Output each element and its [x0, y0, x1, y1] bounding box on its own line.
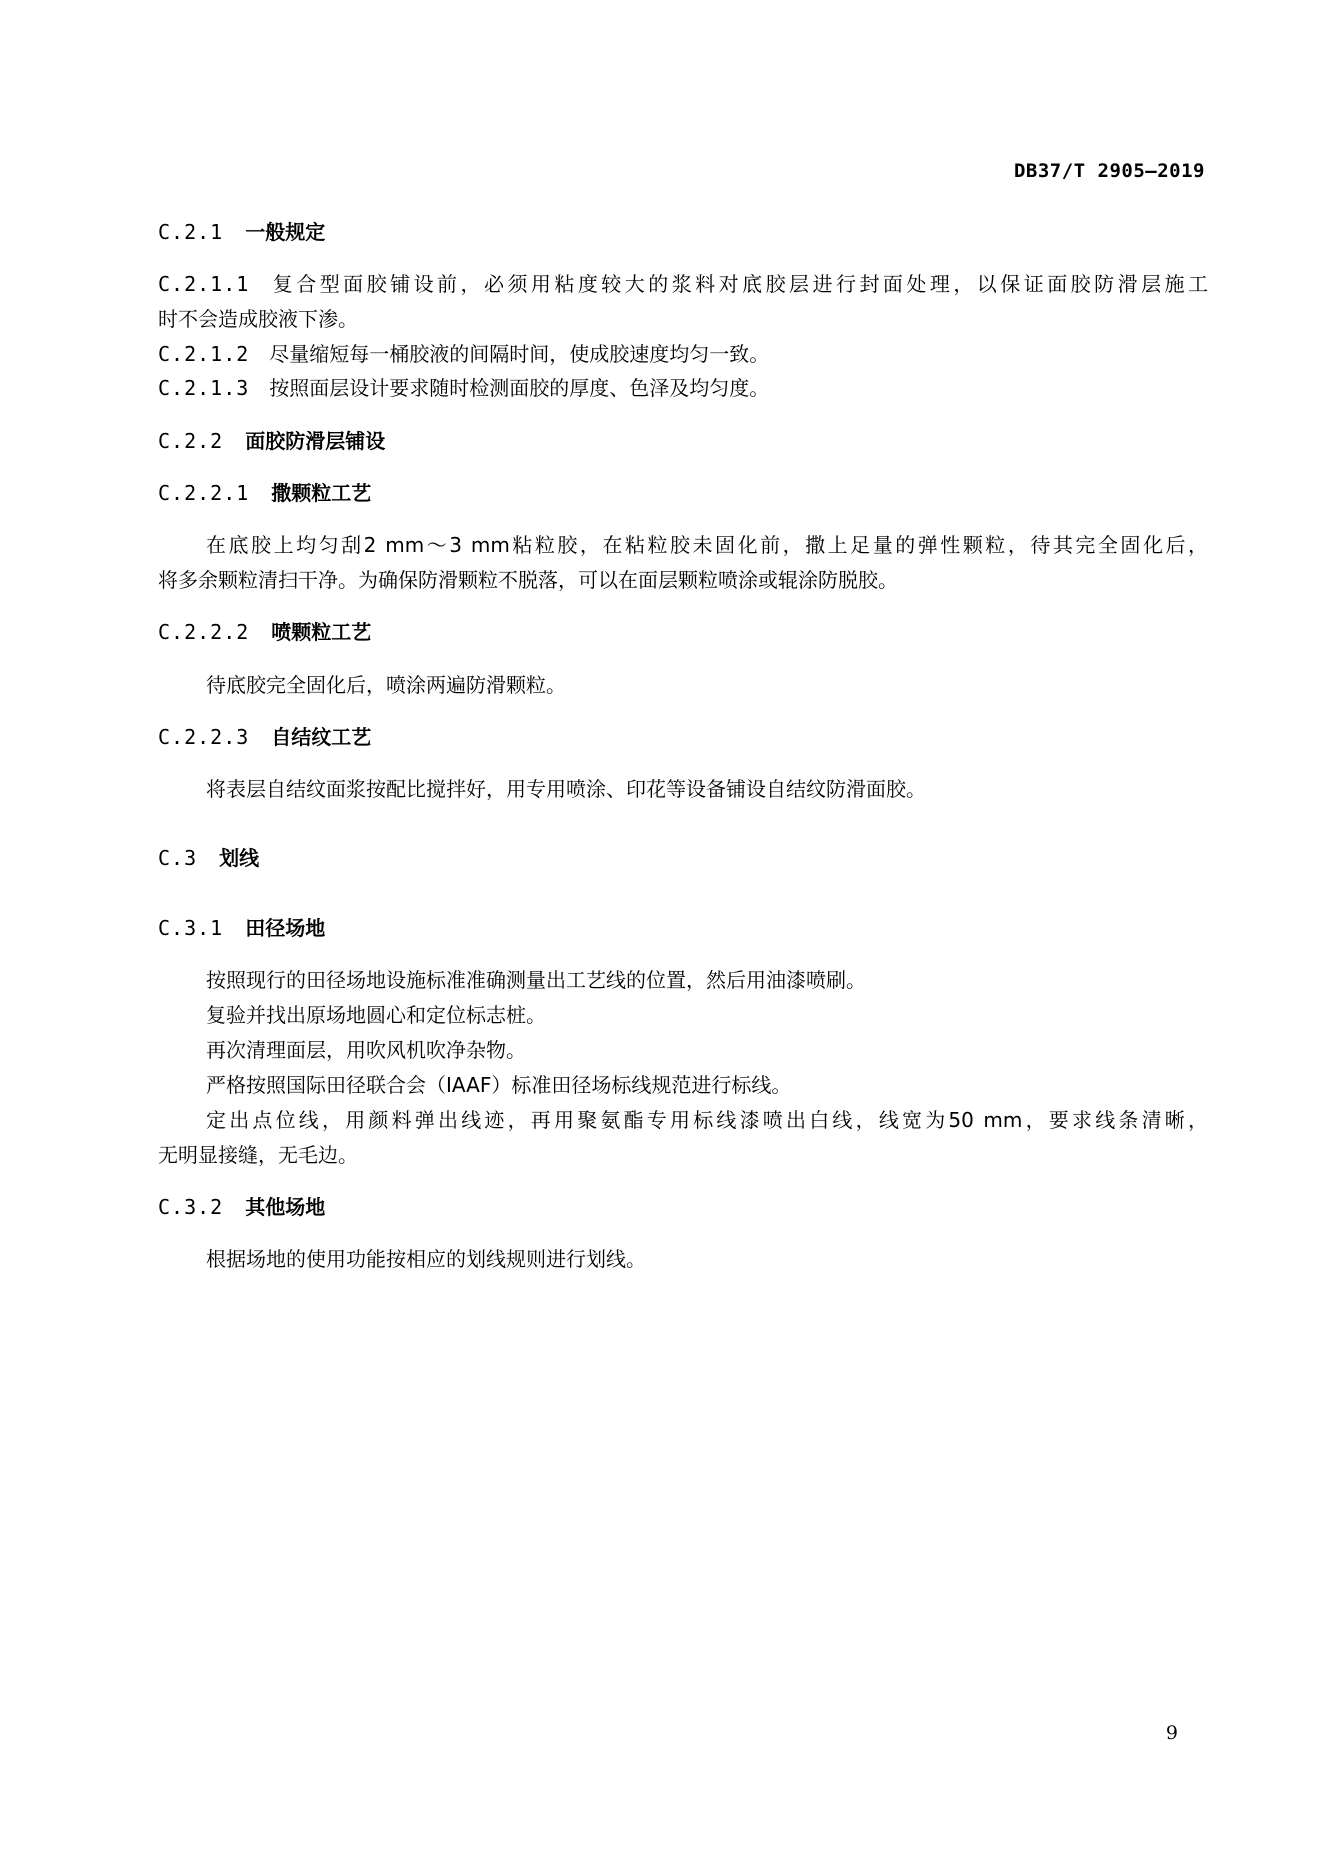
heading-number: C.3.1 — [158, 916, 224, 940]
heading-c32 — [158, 1193, 325, 1221]
heading-title: 喷颗粒工艺 — [271, 620, 372, 644]
paragraph-c2222: 待底胶完全固化后，喷涂两遍防滑颗粒。 — [206, 673, 566, 697]
heading-number: C.2.1 — [158, 220, 224, 244]
heading-number: C.2.2 — [158, 429, 224, 453]
heading-title: 一般规定 — [245, 220, 326, 244]
paragraph-c31-p5-line2: 无明显接缝，无毛边。 — [158, 1143, 358, 1167]
heading-number: C.2.2.1 — [158, 481, 250, 505]
clause-number: C.2.1.2 — [158, 342, 250, 366]
heading-c221 — [158, 218, 325, 246]
clause-c2212 — [158, 340, 769, 368]
clause-text: 按照面层设计要求随时检测面胶的厚度、色泽及均匀度。 — [269, 376, 770, 400]
clause-number: C.2.1.3 — [158, 376, 250, 400]
clause-text: 尽量缩短每一桶胶液的间隔时间，使成胶速度均匀一致。 — [269, 342, 770, 366]
heading-title: 撒颗粒工艺 — [271, 481, 372, 505]
clause-c2213 — [158, 374, 769, 402]
heading-title: 田径场地 — [245, 916, 326, 940]
document-code: DB37/T 2905—2019 — [1013, 160, 1205, 182]
heading-c2223 — [158, 723, 371, 751]
clause-text: 复合型面胶铺设前，必须用粘度较大的浆料对底胶层进行封面处理，以保证面胶防滑层施工 — [269, 272, 1208, 296]
paragraph-c31-p1: 按照现行的田径场地设施标准准确测量出工艺线的位置，然后用油漆喷刷。 — [206, 968, 866, 992]
paragraph-c31-p4: 严格按照国际田径联合会（IAAF）标准田径场标线规范进行标线。 — [206, 1073, 792, 1097]
heading-title: 面胶防滑层铺设 — [245, 429, 386, 453]
heading-c2221 — [158, 479, 371, 507]
paragraph-c2223: 将表层自结纹面浆按配比搅拌好，用专用喷涂、印花等设备铺设自结纹防滑面胶。 — [206, 777, 926, 801]
heading-c2222 — [158, 618, 371, 646]
heading-c31 — [158, 914, 325, 942]
heading-number: C.3.2 — [158, 1195, 224, 1219]
heading-title: 其他场地 — [245, 1195, 326, 1219]
page-number: 9 — [1165, 1722, 1178, 1744]
clause-c2211-line1 — [158, 270, 1208, 298]
paragraph-c2221-line2: 将多余颗粒清扫干净。为确保防滑颗粒不脱落，可以在面层颗粒喷涂或辊涂防脱胶。 — [158, 568, 898, 592]
paragraph-c31-p3: 再次清理面层，用吹风机吹净杂物。 — [206, 1038, 526, 1062]
heading-number: C.2.2.2 — [158, 620, 250, 644]
heading-number: C.3 — [158, 846, 198, 870]
paragraph-c31-p5-line1: 定出点位线，用颜料弹出线迹，再用聚氨酯专用标线漆喷出白线，线宽为50 mm，要求线条清晰， — [206, 1108, 1208, 1132]
clause-number: C.2.1.1 — [158, 272, 250, 296]
paragraph-c32: 根据场地的使用功能按相应的划线规则进行划线。 — [206, 1247, 646, 1271]
paragraph-c31-p2: 复验并找出原场地圆心和定位标志桩。 — [206, 1003, 546, 1027]
clause-c2211-line2: 时不会造成胶液下渗。 — [158, 307, 358, 331]
heading-title: 划线 — [219, 846, 260, 870]
heading-number: C.2.2.3 — [158, 725, 250, 749]
heading-title: 自结纹工艺 — [271, 725, 372, 749]
paragraph-c2221-line1: 在底胶上均匀刮2 mm～3 mm粘粒胶，在粘粒胶未固化前，撒上足量的弹性颗粒，待其完全固化后， — [206, 533, 1208, 557]
heading-c222 — [158, 427, 385, 455]
heading-c3 — [158, 844, 259, 872]
